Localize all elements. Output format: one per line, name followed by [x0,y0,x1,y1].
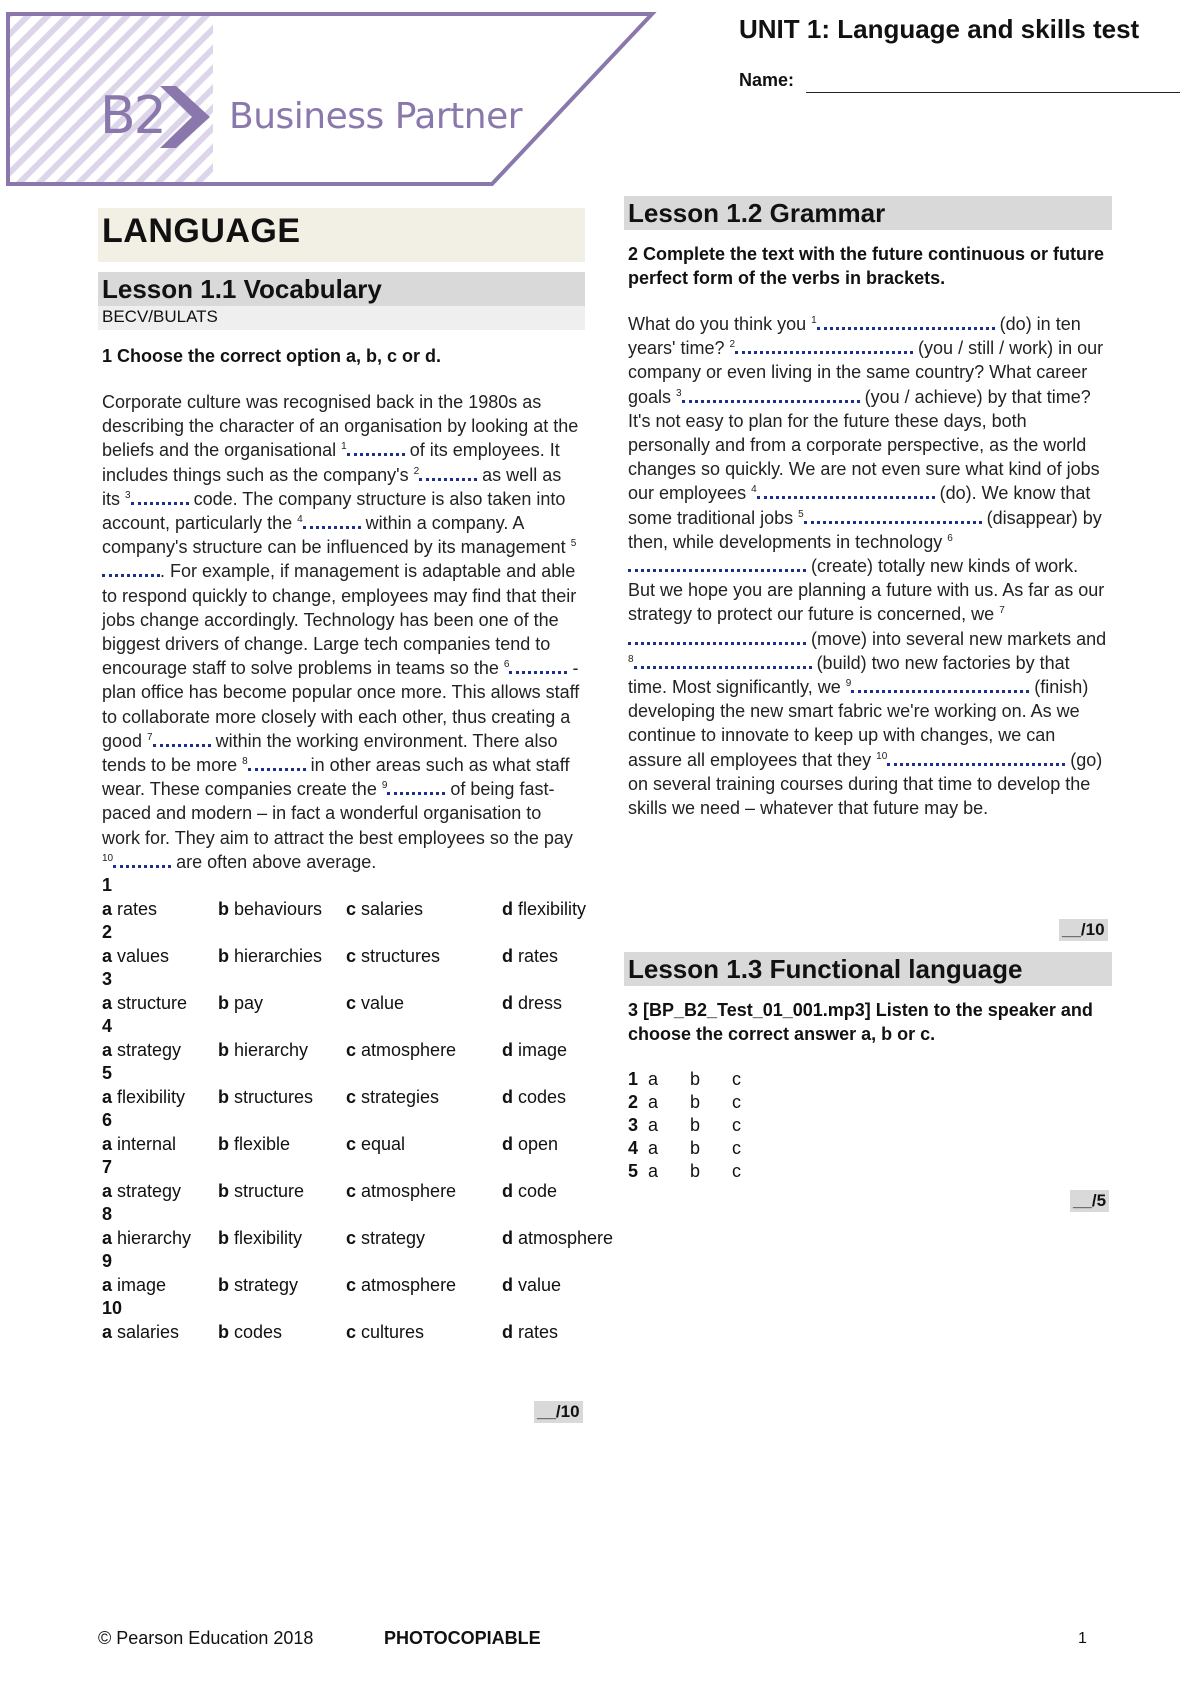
gap-blank-10[interactable] [113,851,171,868]
option-a[interactable]: a hierarchy [102,1227,192,1248]
gap-number: 5 [570,538,577,550]
option-text: image [518,1039,568,1060]
answer-row [628,1114,1108,1137]
passage-text: (you / still / work) in our company or even living in the same country? What career goals [628,338,1104,407]
brand-level: B2 [100,86,165,146]
lesson-1-1-instruction: 1 Choose the correct option a, b, c or d. [102,346,442,366]
answer-number: 1 [628,1069,639,1089]
gap-number: 3 [125,489,131,501]
left-column [98,208,614,1344]
question-number: 5 [102,1063,113,1084]
passage-text: within a company. A company's structure can be influenced by its management [102,513,571,558]
option-text: structure [117,992,188,1013]
passage-text: of its employees. It includes things such as the company's [102,440,560,485]
gap-number: 1 [811,315,817,326]
option-b[interactable]: b strategy [218,1274,299,1295]
option-a[interactable]: a flexibility [102,1086,186,1107]
answer-option-b[interactable]: b [690,1161,701,1181]
vocabulary-options [102,874,614,1344]
gap-blank-5[interactable] [804,507,982,524]
gap-number: 4 [751,484,757,496]
answer-option-a[interactable]: a [648,1115,659,1135]
answer-option-c[interactable]: c [732,1138,741,1158]
option-d[interactable]: d code [502,1180,558,1201]
gap-blank-6[interactable] [628,555,806,572]
option-c[interactable]: c structures [346,945,441,966]
option-text: internal [117,1133,177,1154]
gap-number: 6 [947,532,953,544]
gap-number: 7 [999,605,1005,617]
brand-name: Business Partner [229,96,523,137]
option-b[interactable]: b behaviours [218,898,323,919]
question-number: 1 [102,875,113,896]
answer-option-b[interactable]: b [690,1069,701,1089]
passage-text: (disappear) by then, while developments in technology [628,507,1102,552]
option-text: hierarchies [234,945,323,966]
header-logo-banner [0,0,660,190]
section-title: LANGUAGE [98,208,585,262]
options-row [102,945,581,969]
option-text: cultures [361,1321,425,1342]
gap-blank-2[interactable] [735,337,913,354]
passage-text: Corporate culture was recognised back in the 1980s as describing the character of an organisation by looking at the beliefs and the organisational [102,392,579,461]
gap-number: 3 [676,387,682,399]
passage-text: in other areas such as what staff wear. These companies create the [102,755,570,800]
option-d[interactable]: d open [502,1133,559,1154]
answer-option-a[interactable]: a [648,1138,659,1158]
options-row [102,1133,581,1157]
option-text: code [518,1180,558,1201]
gap-blank-9[interactable] [387,778,445,795]
footer-page-number: 1 [1078,1630,1087,1647]
answer-option-c[interactable]: c [732,1161,741,1181]
option-b[interactable]: b flexible [218,1133,291,1154]
passage-text: (move) into several new markets and [806,628,1107,649]
option-a[interactable]: a image [102,1274,167,1295]
gap-number: 7 [147,731,153,743]
option-text: value [518,1274,562,1295]
passage-text: within the working environment. There also tends to be more [102,730,558,776]
functional-answers [628,1068,1108,1183]
option-a[interactable]: a rates [102,898,158,919]
option-text: open [518,1133,559,1154]
answer-option-c[interactable]: c [732,1069,741,1089]
passage-text: -plan office has become popular once more. This allows staff to collaborate more closely with each other, thus creating a good [102,658,580,751]
vocabulary-passage [102,390,581,874]
option-a[interactable]: a internal [102,1133,177,1154]
option-b[interactable]: b hierarchy [218,1039,309,1060]
option-text: strategy [361,1227,426,1248]
question-number: 4 [102,1016,113,1037]
option-a[interactable]: a salaries [102,1321,180,1342]
option-b[interactable]: b pay [218,992,264,1013]
options-row [102,1039,581,1063]
answer-row [628,1160,1108,1183]
option-text: strategy [117,1180,182,1201]
question-number: 7 [102,1157,113,1178]
option-text: atmosphere [361,1274,457,1295]
answer-number: 5 [628,1161,639,1181]
option-text: values [117,945,170,966]
gap-blank-3[interactable] [682,386,860,403]
option-text: equal [361,1133,406,1154]
option-text: atmosphere [361,1180,457,1201]
gap-number: 2 [729,339,736,351]
option-text: flexibility [234,1227,303,1248]
options-row [102,1180,581,1204]
question-number: 3 [102,969,113,990]
answer-number: 4 [628,1138,639,1158]
name-label: Name: [739,70,795,90]
gap-number: 10 [876,750,888,762]
option-text: rates [518,1321,559,1342]
option-c[interactable]: c atmosphere [346,1274,457,1295]
option-a[interactable]: a structure [102,992,188,1013]
passage-text: code. The company structure is also taken into account, particularly the [102,488,566,534]
answer-row [628,1137,1108,1160]
passage-text: (you / achieve) by that time? It's not easy to plan for the future these days, both personally and from a corporate perspective, as the world changes so quickly. We are not even sure what kind of jobs our employees [628,386,1100,504]
answer-row [628,1091,1108,1114]
answer-option-a[interactable]: a [648,1161,659,1181]
option-text: codes [234,1321,283,1342]
passage-text: (build) two new factories by that time. Most significantly, we [628,652,1070,698]
gap-blank-3[interactable] [131,488,189,505]
lesson-1-1-subtitle: BECV/BULATS [98,306,585,330]
gap-blank-7[interactable] [153,730,211,747]
option-text: flexibility [117,1086,186,1107]
passage-text: (finish) developing the new smart fabric we're working on. As we continue to innovate to keep up with changes, we can assure all employees that they [628,677,1089,770]
option-b[interactable]: b flexibility [218,1227,303,1248]
gap-blank-2[interactable] [419,464,477,481]
question-number: 6 [102,1110,113,1131]
answer-option-b[interactable]: b [690,1138,701,1158]
answer-option-a[interactable]: a [648,1069,659,1089]
answer-option-b[interactable]: b [690,1115,701,1135]
gap-blank-1[interactable] [347,439,405,456]
option-c[interactable]: c strategies [346,1086,440,1107]
passage-text: are often above average. [171,851,377,872]
option-text: strategy [117,1039,182,1060]
option-text: image [117,1274,167,1295]
answer-option-a[interactable]: a [648,1092,659,1112]
gap-blank-10[interactable] [887,749,1065,766]
name-input-line[interactable] [806,92,1180,93]
unit-title: UNIT 1: Language and skills test [739,14,1140,44]
option-text: strategy [234,1274,299,1295]
gap-blank-7[interactable] [628,628,806,645]
gap-number: 6 [503,659,510,671]
option-c[interactable]: c atmosphere [346,1180,457,1201]
gap-blank-8[interactable] [248,754,306,771]
gap-number: 10 [102,852,114,864]
option-text: hierarchy [234,1039,309,1060]
option-text: rates [117,898,158,919]
option-text: structures [234,1086,314,1107]
gap-number: 8 [242,756,248,768]
lesson-1-3-score: __/5 [1070,1190,1109,1212]
option-c[interactable]: c cultures [346,1321,425,1342]
option-a[interactable]: a strategy [102,1180,182,1201]
passage-text: (do). We know that some traditional jobs [628,483,1091,528]
right-column [624,196,1112,820]
gap-blank-9[interactable] [851,676,1029,693]
option-d[interactable]: d codes [502,1086,567,1107]
option-c[interactable]: c strategy [346,1227,426,1248]
option-text: rates [518,945,559,966]
passage-text: (do) in ten years' time? [628,314,1081,359]
option-b[interactable]: b structure [218,1180,305,1201]
passage-text: of being fast-paced and modern – in fact a wonderful organisation to work for. They aim to attract the best employees so the pay [102,779,573,848]
option-a[interactable]: a strategy [102,1039,182,1060]
option-c[interactable]: c value [346,992,405,1013]
options-row [102,1086,581,1110]
answer-row [628,1068,1108,1091]
options-row [102,898,587,922]
lesson-1-3-title: Lesson 1.3 Functional language [624,952,1112,986]
option-d[interactable]: d rates [502,945,559,966]
footer-copyright: © Pearson Education 2018 [98,1628,314,1648]
answer-option-b[interactable]: b [690,1092,701,1112]
gap-number: 9 [845,678,852,690]
answer-number: 3 [628,1115,639,1135]
option-a[interactable]: a values [102,945,170,966]
gap-blank-4[interactable] [757,482,935,499]
question-number: 2 [102,922,113,943]
option-text: structure [234,1180,305,1201]
gap-number: 2 [413,465,420,477]
gap-blank-8[interactable] [634,652,812,669]
passage-text: (create) totally new kinds of work. But we hope you are planning a future with us. As far as our strategy to protect our future is concerned, we [628,556,1105,625]
lesson-1-2-instruction: 2 Complete the text with the future continuous or future perfect form of the verbs in brackets. [628,244,1105,288]
answer-option-c[interactable]: c [732,1092,741,1112]
gap-blank-6[interactable] [509,657,567,674]
question-number: 10 [102,1298,123,1319]
gap-blank-4[interactable] [303,512,361,529]
question-number: 9 [102,1251,113,1272]
lesson-1-1-score: __/10 [534,1401,583,1423]
options-row [102,992,581,1016]
lesson-1-2-title: Lesson 1.2 Grammar [624,196,1112,230]
option-c[interactable]: c salaries [346,898,424,919]
option-text: salaries [117,1321,180,1342]
answer-option-c[interactable]: c [732,1115,741,1135]
option-text: structures [361,945,441,966]
option-c[interactable]: c atmosphere [346,1039,457,1060]
option-text: atmosphere [518,1227,614,1248]
passage-text: What do you think you [628,314,812,334]
grammar-passage [628,312,1108,820]
option-b[interactable]: b structures [218,1086,314,1107]
footer-photocopiable: PHOTOCOPIABLE [384,1628,541,1648]
option-d[interactable]: d rates [502,1321,559,1342]
option-text: codes [518,1086,567,1107]
option-d[interactable]: d atmosphere [502,1227,614,1248]
gap-number: 9 [381,780,388,792]
option-text: pay [234,992,264,1013]
lesson-1-3-instruction: 3 [BP_B2_Test_01_001.mp3] Listen to the speaker and choose the correct answer a, b or c. [628,1000,1093,1044]
gap-number: 8 [628,653,634,665]
passage-text: as well as its [102,464,562,509]
passage-text: . For example, if management is adaptable and able to respond quickly to change, employees may find that their jobs change accordingly. Technology has been one of the biggest drivers of change. Large tech companies tend to encourage staff to solve problems in teams so the [102,561,577,679]
gap-number: 4 [297,514,303,526]
option-c[interactable]: c equal [346,1133,406,1154]
option-text: flexible [234,1133,291,1154]
lesson-1-1-title: Lesson 1.1 Vocabulary [98,272,585,306]
answer-number: 2 [628,1092,639,1112]
option-text: behaviours [234,898,323,919]
gap-number: 5 [798,508,804,520]
option-text: hierarchy [117,1227,192,1248]
lesson-1-2-score: __/10 [1059,919,1108,941]
option-text: dress [518,992,563,1013]
option-text: salaries [361,898,424,919]
option-d[interactable]: d image [502,1039,568,1060]
option-d[interactable]: d dress [502,992,563,1013]
lesson-1-3 [624,952,1112,1183]
option-text: strategies [361,1086,440,1107]
options-row [102,1321,581,1345]
options-row [102,1274,581,1298]
gap-number: 1 [341,441,347,453]
option-d[interactable]: d value [502,1274,562,1295]
gap-blank-5[interactable] [102,560,160,577]
question-number: 8 [102,1204,113,1225]
option-text: atmosphere [361,1039,457,1060]
passage-text: (go) on several training courses during that time to develop the skills we need – whatever that future may be. [628,749,1103,819]
options-row [102,1227,614,1251]
gap-blank-1[interactable] [817,313,995,330]
option-d[interactable]: d flexibility [502,898,587,919]
option-text: value [361,992,405,1013]
option-b[interactable]: b hierarchies [218,945,323,966]
option-b[interactable]: b codes [218,1321,283,1342]
option-text: flexibility [518,898,587,919]
